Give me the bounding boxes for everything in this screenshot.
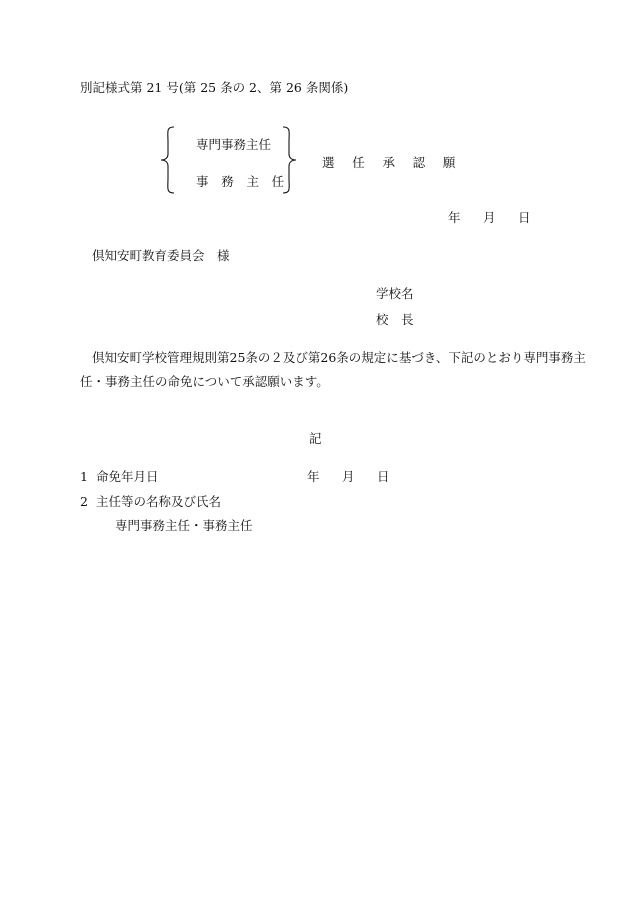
item-day-label: 日: [377, 469, 390, 484]
item-number: 2: [80, 494, 88, 509]
date-month-label: 月: [483, 210, 496, 225]
item-label: 主任等の名称及び氏名: [96, 494, 222, 509]
item-month-label: 月: [342, 469, 355, 484]
item-year-label: 年: [307, 469, 320, 484]
principal-label: 校 長: [376, 312, 414, 327]
school-name-label: 学校名: [376, 286, 414, 301]
ki-heading: 記: [309, 431, 322, 446]
addressee: 倶知安町教育委員会 様: [92, 248, 230, 263]
body-line-2: 任・事務主任の命免について承認願います。: [80, 374, 329, 389]
item-label: 命免年月日: [96, 469, 159, 484]
form-number: 別記様式第 21 号(第 25 条の 2、第 26 条関係): [80, 80, 349, 95]
date-day-label: 日: [518, 210, 531, 225]
right-brace-icon: [281, 126, 297, 194]
date-year-label: 年: [448, 210, 461, 225]
left-brace-icon: [160, 126, 176, 194]
item-detail: 専門事務主任・事務主任: [115, 518, 253, 533]
title-suffix: 選 任 承 認 願: [322, 155, 463, 170]
title-option-clerk-chief: 事 務 主 任: [196, 174, 289, 189]
body-line-1: 倶知安町学校管理規則第25条の２及び第26条の規定に基づき、下記のとおり専門事務主: [92, 350, 586, 365]
item-number: 1: [80, 469, 88, 484]
title-option-specialist-clerk-chief: 専門事務主任: [196, 137, 272, 152]
